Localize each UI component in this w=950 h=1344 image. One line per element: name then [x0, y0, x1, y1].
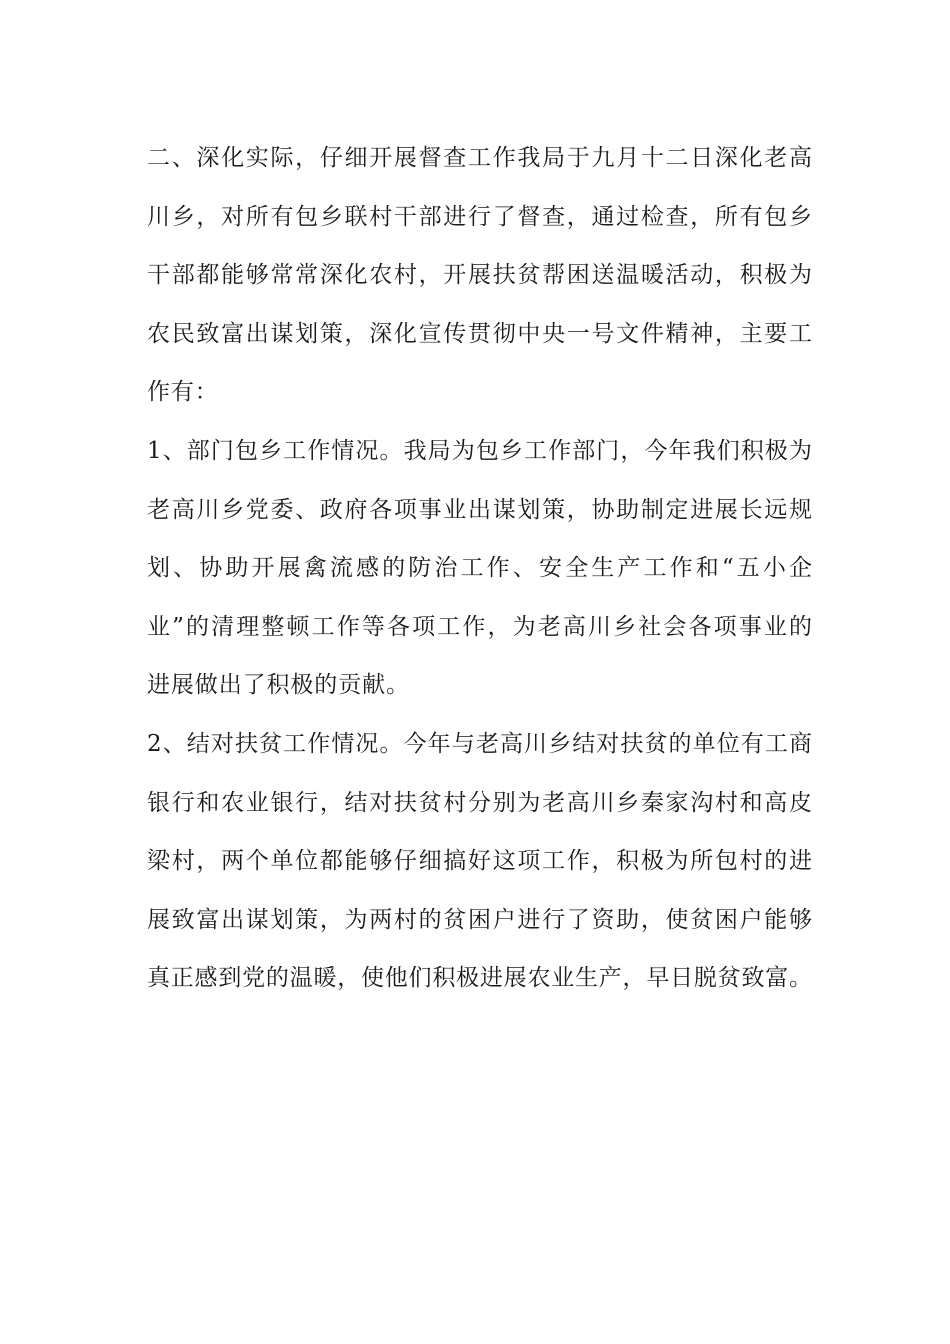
text-line: 进展做出了积极的贡献。: [147, 672, 410, 699]
text-line: 业”的清理整顿工作等各项工作，为老高川乡社会各项事业的: [147, 613, 812, 640]
text-line: 干部都能够常常深化农村，开展扶贫帮困送温暖活动，积极为: [147, 262, 812, 289]
text-line: 2、结对扶贫工作情况。今年与老高川乡结对扶贫的单位有工商: [147, 730, 812, 757]
text-line: 梁村，两个单位都能够仔细搞好这项工作，积极为所包村的进: [147, 848, 812, 875]
text-line: 川乡，对所有包乡联村干部进行了督查，通过检查，所有包乡: [147, 203, 812, 230]
text-line: 划、协助开展禽流感的防治工作、安全生产工作和“五小企: [147, 555, 812, 582]
text-line: 老高川乡党委、政府各项事业出谋划策，协助制定进展长远规: [147, 496, 812, 523]
text-line: 农民致富出谋划策，深化宣传贯彻中央一号文件精神，主要工: [147, 320, 812, 347]
text-line: 作有：: [147, 379, 219, 406]
text-line: 真正感到党的温暖，使他们积极进展农业生产，早日脱贫致富。: [147, 965, 812, 992]
text-line: 银行和农业银行，结对扶贫村分别为老高川乡秦家沟村和高皮: [147, 789, 812, 816]
text-line: 1、部门包乡工作情况。我局为包乡工作部门，今年我们积极为: [147, 437, 812, 464]
text-line: 展致富出谋划策，为两村的贫困户进行了资助，使贫困户能够: [147, 906, 812, 933]
text-line: 二、深化实际，仔细开展督查工作我局于九月十二日深化老高: [147, 145, 812, 171]
document-body: [147, 129, 812, 1008]
